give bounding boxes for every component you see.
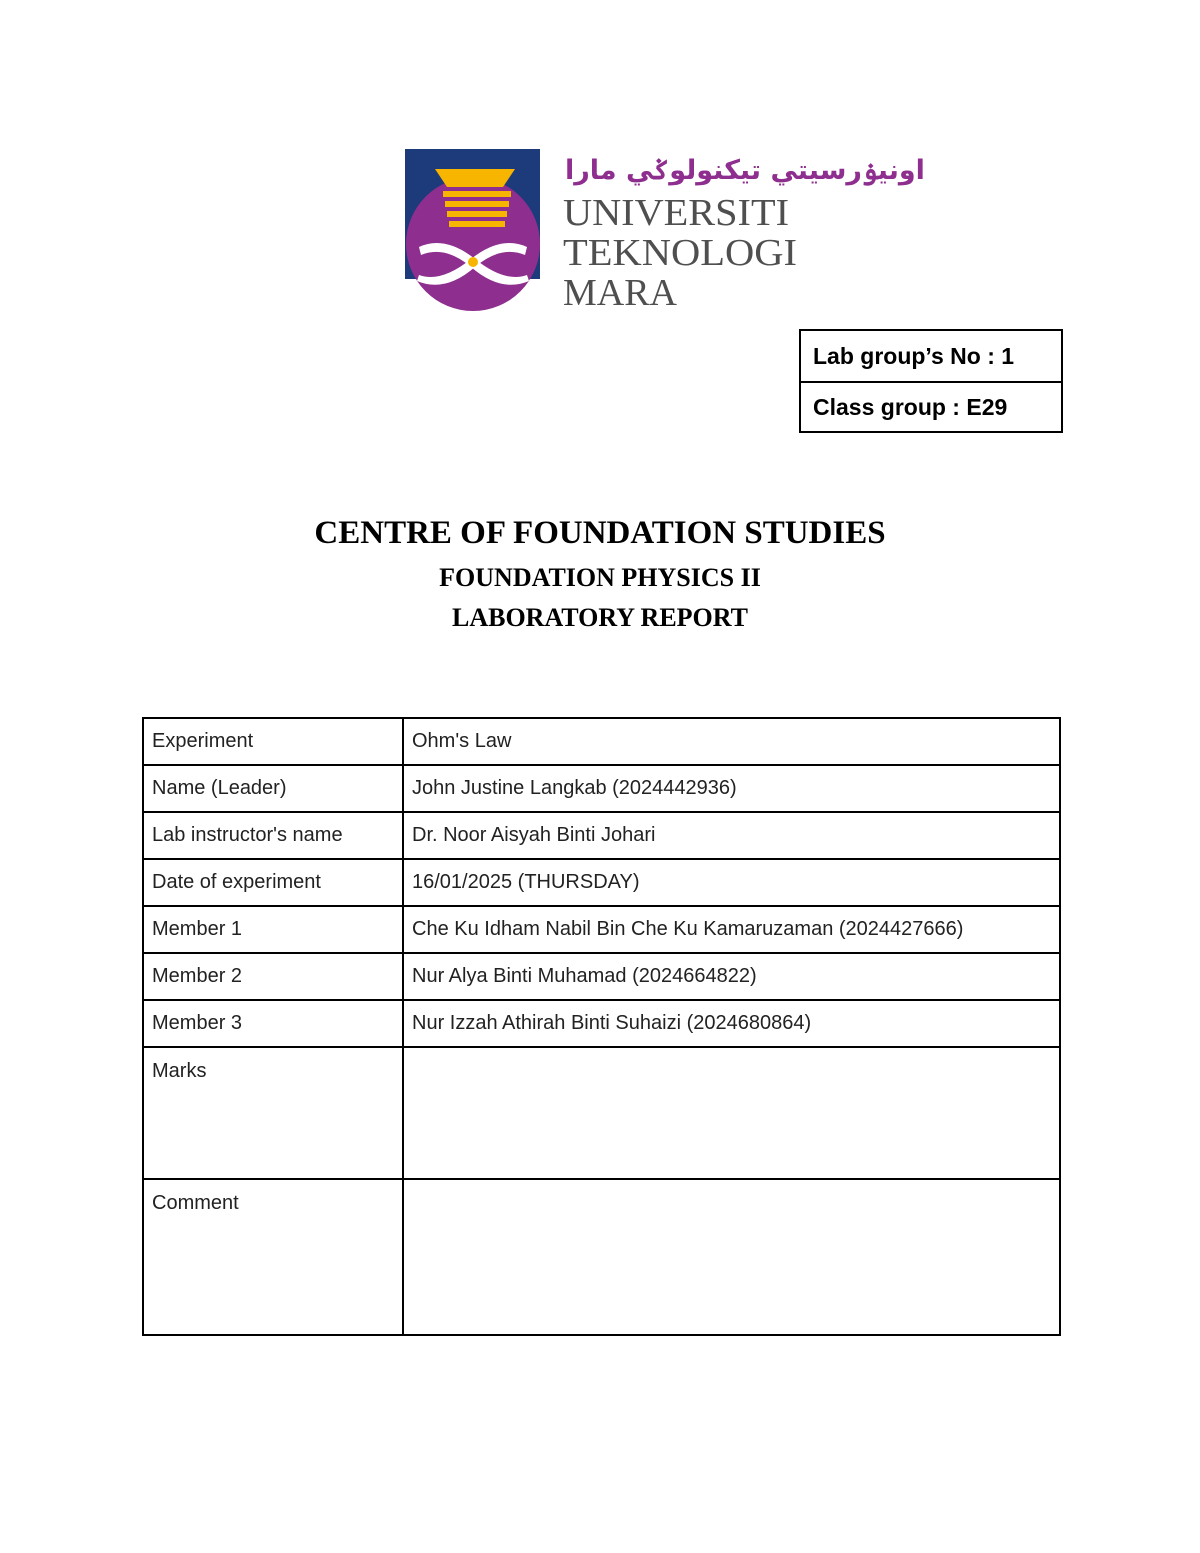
course-title: FOUNDATION PHYSICS II xyxy=(439,563,761,592)
lab-group-box xyxy=(799,329,1063,433)
row-label: Member 3 xyxy=(143,1000,403,1047)
row-label: Member 2 xyxy=(143,953,403,1000)
table-row-experiment xyxy=(143,718,1060,765)
report-info-table xyxy=(142,717,1061,1336)
row-value: 16/01/2025 (THURSDAY) xyxy=(403,859,1060,906)
uitm-crest-icon xyxy=(405,147,925,317)
table-row-date xyxy=(143,859,1060,906)
class-group: Class group : E29 xyxy=(801,381,1061,431)
row-label: Lab instructor's name xyxy=(143,812,403,859)
comment-value xyxy=(403,1179,1060,1335)
svg-text:TEKNOLOGI: TEKNOLOGI xyxy=(563,232,797,274)
row-value: John Justine Langkab (2024442936) xyxy=(403,765,1060,812)
row-label: Experiment xyxy=(143,718,403,765)
report-title: LABORATORY REPORT xyxy=(451,603,748,632)
row-label: Comment xyxy=(143,1179,403,1335)
table-row-member-3 xyxy=(143,1000,1060,1047)
table-row-instructor xyxy=(143,812,1060,859)
row-value: Ohm's Law xyxy=(403,718,1060,765)
svg-text:UNIVERSITI: UNIVERSITI xyxy=(563,192,789,234)
row-value: Dr. Noor Aisyah Binti Johari xyxy=(403,812,1060,859)
row-label: Member 1 xyxy=(143,906,403,953)
table-row-comment xyxy=(143,1179,1060,1335)
table-row-member-2 xyxy=(143,953,1060,1000)
table-row-marks xyxy=(143,1047,1060,1179)
uitm-logo xyxy=(405,147,925,317)
row-label: Date of experiment xyxy=(143,859,403,906)
row-value: Nur Izzah Athirah Binti Suhaizi (2024680864) xyxy=(403,1000,1060,1047)
table-row-member-1 xyxy=(143,906,1060,953)
marks-value xyxy=(403,1047,1060,1179)
row-value: Nur Alya Binti Muhamad (2024664822) xyxy=(403,953,1060,1000)
svg-text:اونيۏرسيتي تيكنولوݢي مارا: اونيۏرسيتي تيكنولوݢي مارا xyxy=(565,155,925,186)
row-label: Marks xyxy=(143,1047,403,1179)
svg-text:MARA: MARA xyxy=(563,272,678,314)
table-row-leader xyxy=(143,765,1060,812)
lab-group-number: Lab group’s No : 1 xyxy=(813,342,1015,369)
row-value: Che Ku Idham Nabil Bin Che Ku Kamaruzaman (2024427666) xyxy=(403,906,1060,953)
centre-title: CENTRE OF FOUNDATION STUDIES xyxy=(314,515,886,551)
row-label: Name (Leader) xyxy=(143,765,403,812)
